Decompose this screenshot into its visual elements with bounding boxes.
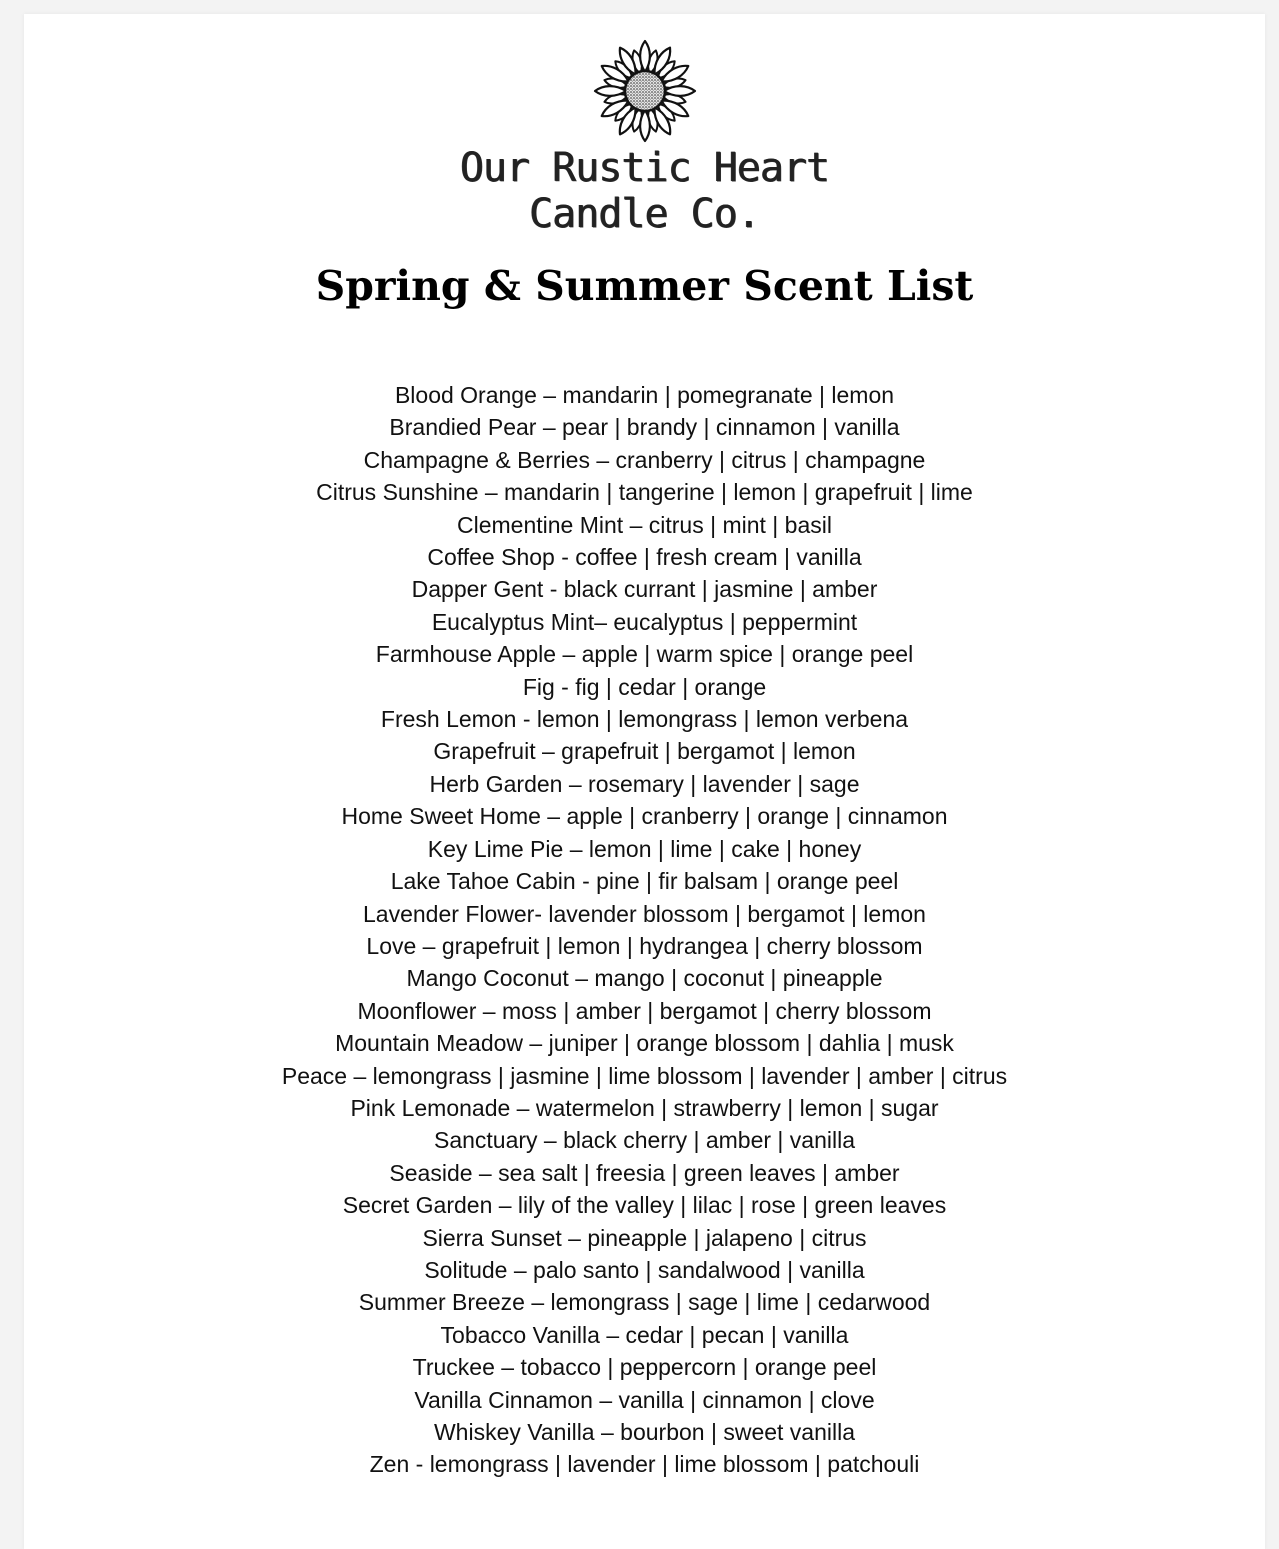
logo: [24, 36, 1265, 146]
scent-item: Whiskey Vanilla – bourbon | sweet vanilla: [433, 1419, 856, 1445]
brand-name-line2: Candle Co.: [529, 191, 760, 237]
scent-item: Summer Breeze – lemongrass | sage | lime | cedarwood: [358, 1289, 931, 1316]
brand-name-line1: Our Rustic Heart: [459, 145, 830, 191]
scent-item: Fresh Lemon - lemon | lemongrass | lemon verbena: [380, 706, 909, 733]
scent-item: Truckee – tobacco | peppercorn | orange peel: [412, 1354, 877, 1381]
scent-item: Mango Coconut – mango | coconut | pineapple: [406, 965, 883, 992]
document-page: [24, 14, 1265, 1549]
scent-list: [24, 379, 1265, 1481]
scent-item: Brandied Pear – pear | brandy | cinnamon | vanilla: [389, 414, 900, 441]
scent-item: Love – grapefruit | lemon | hydrangea | cherry blossom: [366, 932, 923, 959]
scent-item: Clementine Mint – citrus | mint | basil: [457, 511, 832, 538]
page-title: Spring & Summer Scent List: [315, 262, 974, 310]
scent-item: Lake Tahoe Cabin - pine | fir balsam | orange peel: [390, 868, 899, 895]
scent-item: Vanilla Cinnamon – vanilla | cinnamon | clove: [414, 1386, 875, 1413]
scent-item: Coffee Shop - coffee | fresh cream | vanilla: [427, 544, 862, 571]
scent-item: Seaside – sea salt | freesia | green leaves | amber: [389, 1159, 900, 1186]
scent-item: Sierra Sunset – pineapple | jalapeno | citrus: [422, 1224, 867, 1251]
scent-item: Sanctuary – black cherry | amber | vanilla: [433, 1127, 856, 1154]
scent-item: Secret Garden – lily of the valley | lilac | rose | green leaves: [342, 1192, 947, 1219]
scent-item: Citrus Sunshine – mandarin | tangerine | lemon | grapefruit | lime: [316, 479, 973, 506]
scent-item: Peace – lemongrass | jasmine | lime blossom | lavender | amber | citrus: [281, 1062, 1008, 1089]
sunflower-icon: [590, 36, 700, 146]
scent-item: Champagne & Berries – cranberry | citrus | champagne: [363, 446, 926, 473]
scent-item: Herb Garden – rosemary | lavender | sage: [429, 770, 860, 797]
scent-item: Zen - lemongrass | lavender | lime blossom | patchouli: [369, 1451, 920, 1478]
scent-item: Blood Orange – mandarin | pomegranate | lemon: [394, 382, 895, 408]
scent-item: Moonflower – moss | amber | bergamot | cherry blossom: [357, 997, 932, 1024]
scent-item: Mountain Meadow – juniper | orange blossom | dahlia | musk: [335, 1030, 954, 1057]
scent-item: Eucalyptus Mint– eucalyptus | peppermint: [431, 608, 858, 635]
scent-item: Grapefruit – grapefruit | bergamot | lemon: [433, 738, 856, 765]
scent-item: Pink Lemonade – watermelon | strawberry | lemon | sugar: [350, 1094, 939, 1121]
scent-item: Solitude – palo santo | sandalwood | vanilla: [424, 1256, 865, 1283]
scent-item: Farmhouse Apple – apple | warm spice | orange peel: [375, 641, 914, 668]
scent-item: Lavender Flower- lavender blossom | bergamot | lemon: [363, 900, 926, 927]
scent-item: Home Sweet Home – apple | cranberry | orange | cinnamon: [341, 803, 948, 830]
scent-item: Key Lime Pie – lemon | lime | cake | honey: [427, 835, 862, 862]
scent-item: Fig - fig | cedar | orange: [522, 673, 767, 700]
scent-item: Tobacco Vanilla – cedar | pecan | vanilla: [440, 1321, 849, 1348]
scent-item: Dapper Gent - black currant | jasmine | amber: [411, 576, 878, 603]
